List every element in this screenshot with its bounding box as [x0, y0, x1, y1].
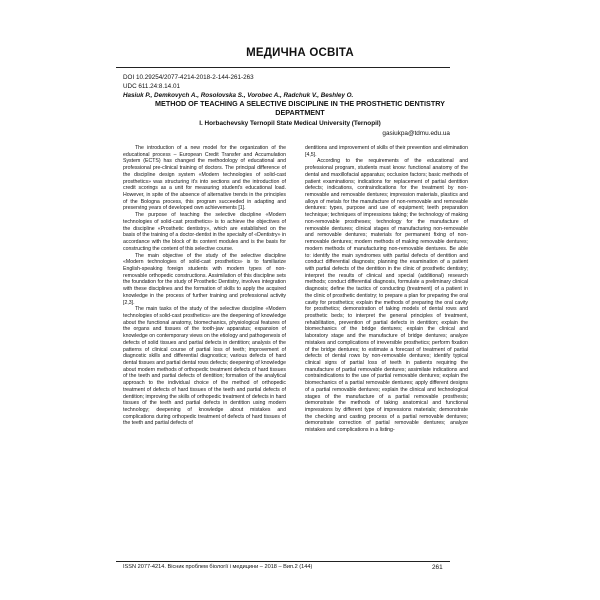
journal-footer: ISSN 2077-4214. Вісник проблем біології і медицини – 2018 – Вип.2 (144)	[123, 564, 313, 570]
left-text-column	[123, 145, 286, 557]
journal-section-heading: МЕДИЧНА ОСВІТА	[246, 47, 354, 59]
paragraph: According to the requirements of the educational and professional program, students must know: functional anatomy of the dental and maxillofacial apparatus; occlusion factors; basic methods of patient examinations; indications for replacement of partial dentition defects; indications, contraindications for the treatment by non-removable and removable dentures; impression materials, plastics and alloys of metals for the manufacture of non-removable and removable dentures: types, purpose and use of equipment; teeth preparation technique; techniques of impressions taking; the technology of making non-removable prostheses; technology for the manufacture of removable dentures; clinical stages of manufacturing non-removable and removable dentures; materials for permanent fixing of non-removable dentures; modern methods of making removable dentures; modern methods of manufacturing non-removable dentures. Be able to: identify the main syndromes with partial defects of dentition and conduct differential diagnosis; planning the examination of a patient with partial defects of the dentition in the clinic of prosthetic dentistry; interpret the results of clinical and special (additional) research methods; conduct differential diagnosis, formulate a preliminary clinical diagnosis; define the tactics of conducting (treatment) of a patient in the clinic of prosthetic dentistry; to prepare a plan for preparing the oral cavity for prosthetics; explain the methods of preparing the oral cavity for prosthetics; demonstration of taking models of dental rows and prosthetic beds; to interpret the general principles of treatment, rehabilitation, prevention of partial defects in dentition; explain the biomechanics of the bridge dentures; explain the clinical and laboratory stage and the manufacture of bridge dentures; analyze mistakes and complications of irreversible prosthetics; perform fixation of the bridge dentures; to estimate a forecast of treatment of partial defects of dental rows by non-removable dentures; identify typical clinical signs of partial loss of teeth in patients requiring the manufacture of partial removable dentures; assimilate indications and contraindications to the use of partial removable dentures; explain the biomechanics of a partial removable dentures; apply different designs of a partial removable dentures; explain the clinical and technological stages of the manufacture of a partial removable prosthesis; demonstrate the methods of taking anatomical and functional impressions by different type of impressions materials; demonstrate the checking and casting process of a partial removable dentures; demonstrate correction of partial removable dentures; analyze mistakes and complications in a listing-	[305, 158, 468, 434]
paragraph: dentitions and improvement of skills of their prevention and elimination [4,5].	[305, 145, 468, 158]
page-number: 261	[432, 564, 443, 571]
right-text-column	[305, 145, 468, 557]
paragraph: The purpose of teaching the selective discipline «Modern technologies of solid-cast prosthetics» is to achieve the objectives of the discipline «Prosthetic dentistry», which are established on the basis of the training of a doctor-dentist in the specialty of «Dentistry» in accordance with the block of its content modules and is the basis for constructing the content of this selective course.	[123, 212, 286, 252]
header-rule	[116, 67, 450, 68]
paragraph: The main objective of the study of the selective discipline «Modern technologies of solid-cast prosthetics» is to familiarize English-speaking foreign students with modern types of non-removable orthopedic constructions. Assimilation of this discipline sets the foundation for the study of Prosthetic Dentistry, involves integration with these disciplines and the formation of skills to apply the acquired knowledge in the process of further training and professional activity [2,3].	[123, 252, 286, 306]
doi-line: DOI 10.29254/2077-4214-2018-2-144-261-263	[123, 74, 254, 81]
footer-rule	[116, 561, 450, 562]
author-email: gasiukpa@tdmu.edu.ua	[382, 130, 450, 137]
paragraph: The introduction of a new model for the organization of the educational process – European Credit Transfer and Accumulation System (ECTS) has changed the methodology of educational and professional pre-clinical training of doctors. The principal difference of the discipline design system «Modern technologies of solid-cast prosthetics» was structuring it's into sections and the introduction of credit scorings as a unit for measuring student's educational load. However, in spite of the absence of alternative trends in the principles of the Bologna process, this program succeeded in adapting and preserving years of developed own achievements [1].	[123, 145, 286, 212]
udc-line: UDC 611.24:8.14.01	[123, 83, 180, 90]
paragraph: The main tasks of the study of the selective discipline «Modern technologies of solid-cast prosthetics» are the deepening of knowledge about the functional anatomy, biomechanics, physiological features of the organs and tissues of the tooth-jaw apparatus; expansion of knowledge on contemporary views on the etiology and pathogenesis of defects of solid tissues and partial defects in dentition; analysis of the patterns of clinical course of partial loss of teeth; improvement of diagnostic skills and differential diagnostics; various defects of hard dental tissues and partial dental rows defects; deepening of knowledge about modern methods of orthopedic treatment defects of hard tissues of the teeth and partial defects of dentition; formation of the analytical approach to the individual choice of the method of orthopedic treatment of defects of hard tissues of the teeth and partial defects of dentition; improving the skills of orthopedic treatment of defects in hard tissues of the teeth and partial defects in dentition using modern technology; deepening of knowledge about mistakes and complications during orthopedic treatment of defects of hard tissues of the teeth and partial defects of	[123, 306, 286, 427]
affiliation-line: I. Horbachevsky Ternopil State Medical University (Ternopil)	[199, 120, 381, 127]
authors-line: Hasiuk P., Demkovych A., Rosolovska S., Vorobec A., Radchuk V., Beshley O.	[123, 92, 354, 99]
article-title: METHOD OF TEACHING A SELECTIVE DISCIPLINE IN THE PROSTHETIC DENTISTRY DEPARTMENT	[155, 99, 445, 117]
